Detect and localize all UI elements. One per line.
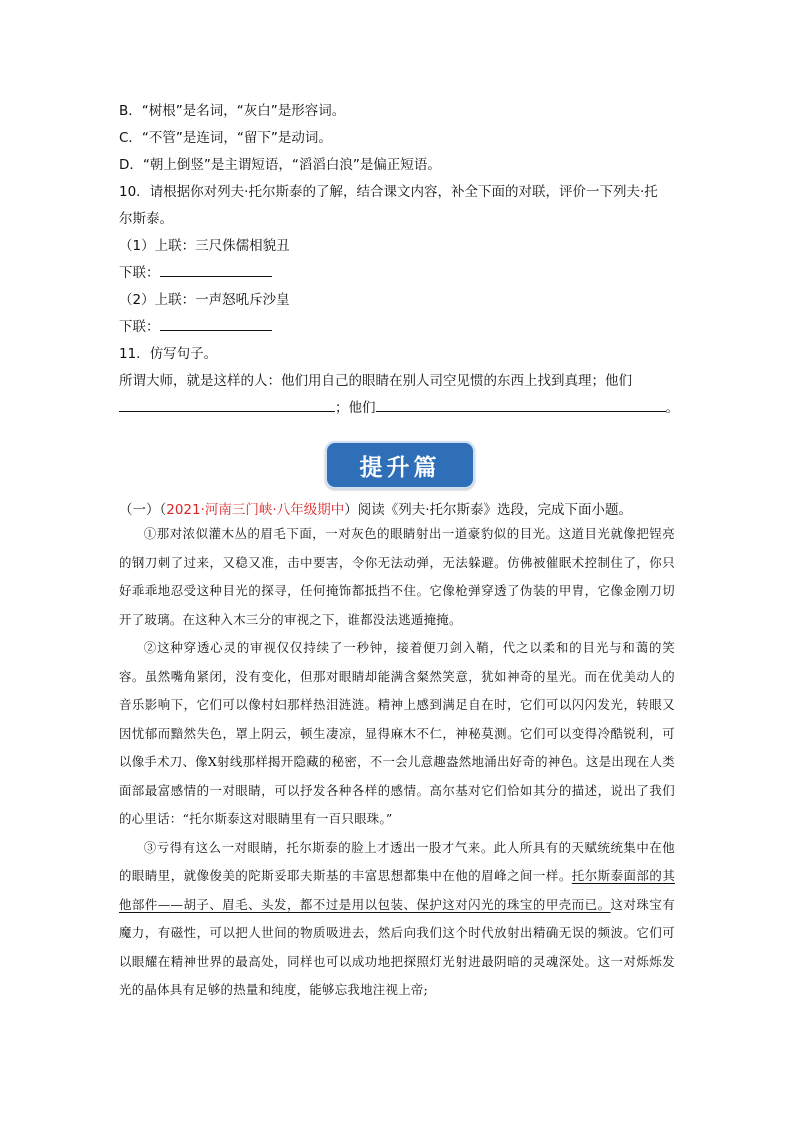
- question-10-answer2: [119, 315, 272, 335]
- answer1-label: 下联：: [119, 265, 160, 281]
- p3-underlined-sentence: 托尔斯泰面部的其他部件——胡子、眉毛、头发，都不过是用以包装、保护这对闪光的珠宝的甲壳而已。: [119, 868, 676, 912]
- q11-blank-2[interactable]: [376, 397, 666, 412]
- option-d: D．“朝上倒竖”是主谓短语，“滔滔白浪”是偏正短语。: [119, 157, 441, 173]
- question-10-stem-line2: 尔斯泰。: [119, 211, 173, 227]
- passage-paragraph-2: ②这种穿透心灵的审视仅仅持续了一秒钟，接着便刀剑入鞘，代之以柔和的目光与和蔼的笑容。虽然嘴角紧闭，没有变化，但那对眼睛却能满含粲然笑意，犹如神奇的星光。而在优美动人的音乐影响下，它们可以像村妇那样热泪涟涟。精神上感到满足自在时，它们可以闪闪发光，转眼又因忧郁而黯然失色，罩上阴云，顿生凄凉，显得麻木不仁，神秘莫测。它们可以变得冷酷锐利，可以像手术刀、像X射线那样揭开隐藏的秘密，不一会儿意趣盎然地涌出好奇的神色。这是出现在人类面部最富感情的一对眼睛，可以抒发各种各样的感情。高尔基对它们恰如其分的描述，说出了我们的心里话：“托尔斯泰这对眼睛里有一百只眼珠。”: [119, 640, 675, 826]
- q11-blank-1[interactable]: [119, 397, 335, 412]
- option-c: C．“不管”是连词，“留下”是动词。: [119, 130, 332, 146]
- p3-part-b: 这对珠宝有魔力，有磁性，可以把人世间的物质吸进去，然后向我们这个时代放射出精确无误的频波。它们可以眼耀在精神世界的最高处，同样也可以成功地把探照灯光射进最阴暗的灵魂深处。这一对烁烁发光的晶体具有足够的热量和纯度，能够忘我地注视上帝;: [119, 896, 676, 997]
- source-suffix: ）阅读《列夫·托尔斯泰》选段，完成下面小题。: [344, 502, 632, 518]
- source-prefix: （一）（: [119, 502, 167, 518]
- question-10-item1: （1）上联：三尺侏儒相貌丑: [119, 238, 290, 254]
- passage-paragraph-1: ①那对浓似灌木丛的眉毛下面，一对灰色的眼睛射出一道豪豹似的目光。这道目光就像把锃亮的钢刀刺了过来，又稳又准，击中要害，令你无法动弹，无法躲避。仿佛被催眠术控制住了，你只好乖乖地忍受这种目光的探寻，任何掩饰都抵挡不住。它像枪弹穿透了伪装的甲胄，它像金刚刀切开了玻璃。在这种入木三分的审视之下，谁都没法逃遁掩掩。: [119, 526, 675, 627]
- question-11-sentence: 所谓大师，就是这样的人：他们用自己的眼睛在别人司空见惯的东西上找到真理；他们: [119, 373, 632, 389]
- q11-end: 。: [665, 400, 679, 416]
- p3-part-a: ③亏得有这么一对眼睛，托尔斯泰的脸上才透出一股才气来。此人所具有的天赋统统集中在他的眼睛里，就像俊美的陀斯妥耶夫斯基的丰富思想都集中在他的眉峰之间一样。: [119, 839, 675, 883]
- question-10-answer1: [119, 261, 272, 281]
- question-10-item2: （2）上联：一声怒吼斥沙皇: [119, 292, 290, 308]
- reading-source-line: [119, 498, 632, 518]
- section-banner-title: 提升篇: [359, 453, 441, 481]
- question-11-stem: 11．仿写句子。: [119, 346, 218, 362]
- option-b: B．“树根”是名词，“灰白”是形容词。: [119, 103, 346, 119]
- answer1-blank[interactable]: [160, 262, 272, 277]
- q11-middle: ；他们: [335, 400, 376, 416]
- passage-paragraph-3: [119, 834, 675, 1005]
- question-11-blanks: [119, 396, 679, 416]
- question-10-stem-line1: 10．请根据你对列夫·托尔斯泰的了解，结合课文内容，补全下面的对联，评价一下列夫·托: [119, 184, 658, 200]
- answer2-blank[interactable]: [160, 316, 272, 331]
- reading-passage: [119, 520, 675, 1005]
- source-tag: 2021·河南三门峡·八年级期中: [166, 502, 345, 518]
- answer2-label: 下联：: [119, 319, 160, 335]
- section-banner: [325, 441, 475, 489]
